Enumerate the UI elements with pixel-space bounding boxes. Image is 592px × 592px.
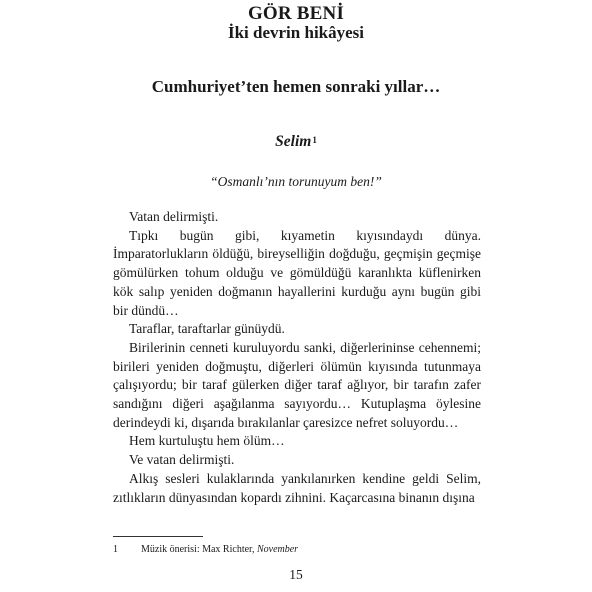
footnote-work-title: November bbox=[256, 544, 299, 555]
paragraph: Ve vatan delirmişti. bbox=[129, 452, 235, 468]
footnote bbox=[113, 543, 481, 556]
paragraph: Tıpkı bugün gibi, kıyametin kıyısındaydı dünya. İmparatorlukların öldüğü, bireyselliğin doğduğu, geçmişin geçmişe gömülürken tohum olduğu ve gömüldüğü karanlıkta küflenirken kök salıp yeniden doğmanın hayallerini kurduğu aynı bugün gibi bir dündü… bbox=[113, 227, 481, 318]
book-title: GÖR BENİ bbox=[247, 3, 345, 24]
paragraph: Alkış sesleri kulaklarında yankılanırken kendine geldi Selim, zıtlıkların dünyasından kopardı zihnini. Kaçarcasına binanın dışına bbox=[113, 470, 481, 505]
body-text bbox=[113, 208, 481, 507]
footnote-divider bbox=[113, 536, 203, 537]
epigraph: “Osmanlı’nın torunuyum ben!” bbox=[210, 174, 382, 189]
footnote-number: 1 bbox=[113, 544, 118, 555]
paragraph: Hem kurtuluştu hem ölüm… bbox=[129, 433, 285, 449]
paragraph: Vatan delirmişti. bbox=[129, 209, 219, 224]
paragraph: Taraflar, taraftarlar günüydü. bbox=[129, 321, 285, 337]
page-number: 15 bbox=[289, 567, 303, 582]
chapter-title bbox=[0, 133, 592, 151]
section-heading: Cumhuriyet’ten hemen sonraki yıllar… bbox=[151, 77, 441, 96]
footnote-reference[interactable]: 1 bbox=[312, 135, 317, 145]
footnote-text: Müzik önerisi: Max Richter, bbox=[141, 544, 257, 555]
chapter-title-text: Selim bbox=[275, 133, 312, 150]
book-subtitle: İki devrin hikâyesi bbox=[227, 23, 365, 42]
paragraph: Birilerinin cenneti kuruluyordu sanki, diğerlerininse cehennemi; birileri yeniden doğmuştu, diğerleri ölümün kıyısında tutunmaya çalışıyordu; bir taraf gülerken diğer taraf ağlıyor, bir tarafın zafer sandığını diğeri aşağılanma sayıyordu… Kutuplaşma öylesine derindeydi ki, dışarıda bırakılanlar çaresizce nefret soluyordu… bbox=[113, 339, 481, 430]
